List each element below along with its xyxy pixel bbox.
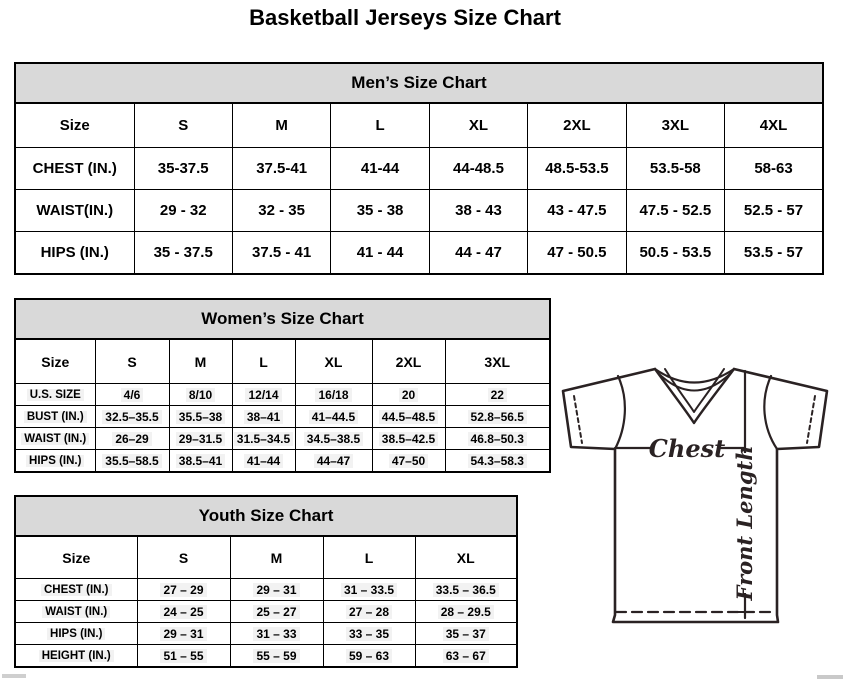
cell-value: 35 - 38: [331, 190, 429, 232]
cell-value: 52.8–56.5: [445, 406, 550, 428]
cell-value: 44 - 47: [429, 232, 527, 275]
cell-value: 47.5 - 52.5: [626, 190, 724, 232]
cell-value: 20: [372, 384, 445, 406]
table-row: [15, 579, 517, 601]
cell-value: 29 - 32: [134, 190, 232, 232]
column-header-row: [15, 339, 550, 384]
col-header: XL: [429, 103, 527, 148]
col-header: 3XL: [626, 103, 724, 148]
cell-value: 41-44: [331, 148, 429, 190]
cell-value: 32.5–35.5: [95, 406, 169, 428]
cell-value: 12/14: [232, 384, 295, 406]
cell-value: 38.5–41: [169, 450, 232, 473]
cell-value: 47 - 50.5: [528, 232, 626, 275]
cell-value: 47–50: [372, 450, 445, 473]
youth-table-title: Youth Size Chart: [15, 496, 517, 536]
cell-value: 44-48.5: [429, 148, 527, 190]
col-header: 4XL: [725, 103, 823, 148]
col-header: 3XL: [445, 339, 550, 384]
row-label: HIPS (IN.): [15, 623, 137, 645]
row-label: BUST (IN.): [15, 406, 95, 428]
page-title: Basketball Jerseys Size Chart: [249, 5, 561, 30]
cell-value: 37.5-41: [232, 148, 330, 190]
table-row: [15, 601, 517, 623]
col-header: 2XL: [372, 339, 445, 384]
row-label: HIPS (IN.): [15, 450, 95, 473]
cell-value: 27 – 28: [323, 601, 415, 623]
cell-value: 44–47: [295, 450, 372, 473]
col-header: S: [95, 339, 169, 384]
mens-size-table: [14, 62, 824, 275]
cell-value: 31.5–34.5: [232, 428, 295, 450]
cell-value: 41–44: [232, 450, 295, 473]
col-header: XL: [295, 339, 372, 384]
row-label: WAIST(IN.): [15, 190, 134, 232]
table-row: [15, 450, 550, 473]
table-header-row: [15, 63, 823, 103]
cell-value: 44.5–48.5: [372, 406, 445, 428]
col-header: Size: [15, 103, 134, 148]
table-row: [15, 148, 823, 190]
cell-value: 35 - 37.5: [134, 232, 232, 275]
cell-value: 29 – 31: [230, 579, 323, 601]
table-row: [15, 428, 550, 450]
cell-value: 16/18: [295, 384, 372, 406]
col-header: L: [232, 339, 295, 384]
cell-value: 35 – 37: [415, 623, 517, 645]
table-row: [15, 190, 823, 232]
cell-value: 46.8–50.3: [445, 428, 550, 450]
cell-value: 38 - 43: [429, 190, 527, 232]
cell-value: 26–29: [95, 428, 169, 450]
jersey-measurement-diagram: [561, 360, 833, 626]
cell-value: 38.5–42.5: [372, 428, 445, 450]
table-row: [15, 406, 550, 428]
mens-table-title: Men’s Size Chart: [15, 63, 823, 103]
cell-value: 43 - 47.5: [528, 190, 626, 232]
row-label: HEIGHT (IN.): [15, 645, 137, 668]
cell-value: 31 – 33: [230, 623, 323, 645]
cell-value: 35-37.5: [134, 148, 232, 190]
right-sleeve-seam: [764, 376, 777, 449]
cell-value: 41 - 44: [331, 232, 429, 275]
left-sleeve-seam: [615, 376, 625, 449]
cell-value: 33 – 35: [323, 623, 415, 645]
youth-size-table: [14, 495, 518, 668]
cell-value: 31 – 33.5: [323, 579, 415, 601]
table-row: [15, 645, 517, 668]
col-header: Size: [15, 536, 137, 579]
cell-value: 29–31.5: [169, 428, 232, 450]
table-row: [15, 384, 550, 406]
cell-value: 35.5–58.5: [95, 450, 169, 473]
left-cuff-stitch: [574, 396, 582, 443]
cell-value: 35.5–38: [169, 406, 232, 428]
front-length-label: Front Length: [732, 445, 757, 601]
cell-value: 4/6: [95, 384, 169, 406]
cell-value: 52.5 - 57: [725, 190, 823, 232]
cell-value: 34.5–38.5: [295, 428, 372, 450]
col-header: L: [331, 103, 429, 148]
cell-value: 28 – 29.5: [415, 601, 517, 623]
cell-value: 33.5 – 36.5: [415, 579, 517, 601]
col-header: S: [137, 536, 230, 579]
cell-value: 50.5 - 53.5: [626, 232, 724, 275]
cell-value: 27 – 29: [137, 579, 230, 601]
row-label: CHEST (IN.): [15, 148, 134, 190]
row-label: U.S. SIZE: [15, 384, 95, 406]
cell-value: 55 – 59: [230, 645, 323, 668]
cell-value: 48.5-53.5: [528, 148, 626, 190]
cell-value: 53.5 - 57: [725, 232, 823, 275]
cell-value: 24 – 25: [137, 601, 230, 623]
table-header-row: [15, 496, 517, 536]
column-header-row: [15, 536, 517, 579]
cell-value: 38–41: [232, 406, 295, 428]
row-label: CHEST (IN.): [15, 579, 137, 601]
col-header: 2XL: [528, 103, 626, 148]
column-header-row: [15, 103, 823, 148]
col-header: L: [323, 536, 415, 579]
cell-value: 51 – 55: [137, 645, 230, 668]
col-header: M: [232, 103, 330, 148]
womens-table-title: Women’s Size Chart: [15, 299, 550, 339]
cell-value: 59 – 63: [323, 645, 415, 668]
cropped-element-fragment: [2, 674, 26, 678]
row-label: HIPS (IN.): [15, 232, 134, 275]
table-row: [15, 623, 517, 645]
table-row: [15, 232, 823, 275]
cell-value: 53.5-58: [626, 148, 724, 190]
cell-value: 54.3–58.3: [445, 450, 550, 473]
col-header: S: [134, 103, 232, 148]
cell-value: 32 - 35: [232, 190, 330, 232]
cell-value: 41–44.5: [295, 406, 372, 428]
table-header-row: [15, 299, 550, 339]
chest-label: Chest: [648, 434, 726, 463]
row-label: WAIST (IN.): [15, 601, 137, 623]
cell-value: 22: [445, 384, 550, 406]
row-label: WAIST (IN.): [15, 428, 95, 450]
cell-value: 8/10: [169, 384, 232, 406]
cell-value: 63 – 67: [415, 645, 517, 668]
cell-value: 25 – 27: [230, 601, 323, 623]
womens-size-table: [14, 298, 551, 473]
cell-value: 37.5 - 41: [232, 232, 330, 275]
col-header: XL: [415, 536, 517, 579]
col-header: Size: [15, 339, 95, 384]
col-header: M: [169, 339, 232, 384]
cell-value: 29 – 31: [137, 623, 230, 645]
cropped-element-fragment: [817, 675, 843, 679]
cell-value: 58-63: [725, 148, 823, 190]
right-cuff-stitch: [807, 396, 815, 443]
col-header: M: [230, 536, 323, 579]
jersey-outline: [563, 369, 827, 622]
